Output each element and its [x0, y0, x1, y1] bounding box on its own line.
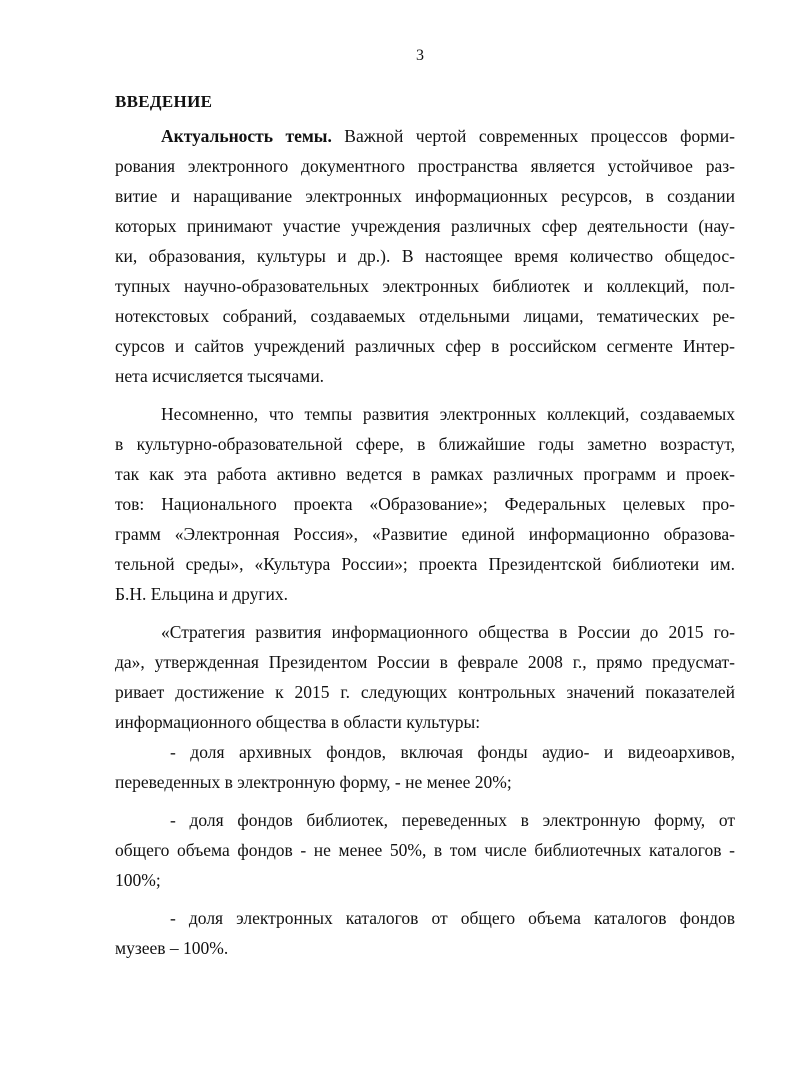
list-item-line: - доля архивных фондов, включая фонды аудио- и видеоархивов, — [170, 742, 735, 762]
paragraph-line: Б.Н. Ельцина и других. — [115, 584, 289, 604]
paragraph-line: тупных научно-образовательных электронных библиотек и коллекций, пол- — [115, 276, 735, 296]
paragraph-programs — [115, 399, 735, 609]
paragraph-line: информационного общества в области культуры: — [115, 712, 481, 732]
paragraph-line: витие и наращивание электронных информационных ресурсов, в создании — [115, 186, 735, 206]
paragraph-line: ки, образования, культуры и др.). В настоящее время количество общедос- — [115, 246, 735, 266]
paragraph-line: ривает достижение к 2015 г. следующих контрольных значений показателей — [115, 682, 735, 702]
page-number: 3 — [416, 47, 424, 64]
paragraph-line: тов: Национального проекта «Образование»; Федеральных целевых про- — [115, 494, 735, 514]
list-indicators — [115, 737, 735, 963]
paragraph-line: так как эта работа активно ведется в рамках различных программ и проек- — [115, 464, 735, 484]
list-item — [115, 805, 735, 895]
list-item-line: переведенных в электронную форму, - не менее 20%; — [115, 772, 512, 792]
list-item-line: - доля электронных каталогов от общего объема каталогов фондов — [170, 908, 735, 928]
paragraph-line: «Стратегия развития информационного общества в России до 2015 го- — [161, 622, 735, 642]
list-item-line: музеев – 100%. — [115, 938, 229, 958]
paragraph-line: грамм «Электронная Россия», «Развитие единой информационно образова- — [115, 524, 735, 544]
list-item — [115, 737, 735, 797]
list-item-line: - доля фондов библиотек, переведенных в электронную форму, от — [170, 810, 735, 830]
list-item-line: 100%; — [115, 870, 161, 890]
paragraph-line: тельной среды», «Культура России»; проекта Президентской библиотеки им. — [115, 554, 735, 574]
paragraph-line: да», утвержденная Президентом России в феврале 2008 г., прямо предусмат- — [115, 652, 735, 672]
paragraph-line: Несомненно, что темпы развития электронных коллекций, создаваемых — [161, 404, 735, 424]
paragraph-line: рования электронного документного пространства является устойчивое раз- — [115, 156, 735, 176]
paragraph-line: нотекстовых собраний, создаваемых отдельными лицами, тематических ре- — [115, 306, 735, 326]
paragraph-line: Актуальность темы. Важной чертой современных процессов форми- — [161, 126, 735, 146]
section-heading: ВВЕДЕНИЕ — [115, 92, 213, 111]
paragraph-line: сурсов и сайтов учреждений различных сфер в российском сегменте Интер- — [115, 336, 735, 356]
list-item-line: общего объема фондов - не менее 50%, в том числе библиотечных каталогов - — [115, 840, 735, 860]
paragraph-line: которых принимают участие учреждения различных сфер деятельности (нау- — [115, 216, 735, 236]
document-body — [115, 121, 735, 963]
paragraph-line: нета исчисляется тысячами. — [115, 366, 325, 386]
lead-term: Актуальность темы. — [161, 126, 332, 146]
list-item — [115, 903, 735, 963]
paragraph-relevance — [115, 121, 735, 391]
paragraph-strategy — [115, 617, 735, 737]
paragraph-line: в культурно-образовательной сфере, в ближайшие годы заметно возрастут, — [115, 434, 735, 454]
